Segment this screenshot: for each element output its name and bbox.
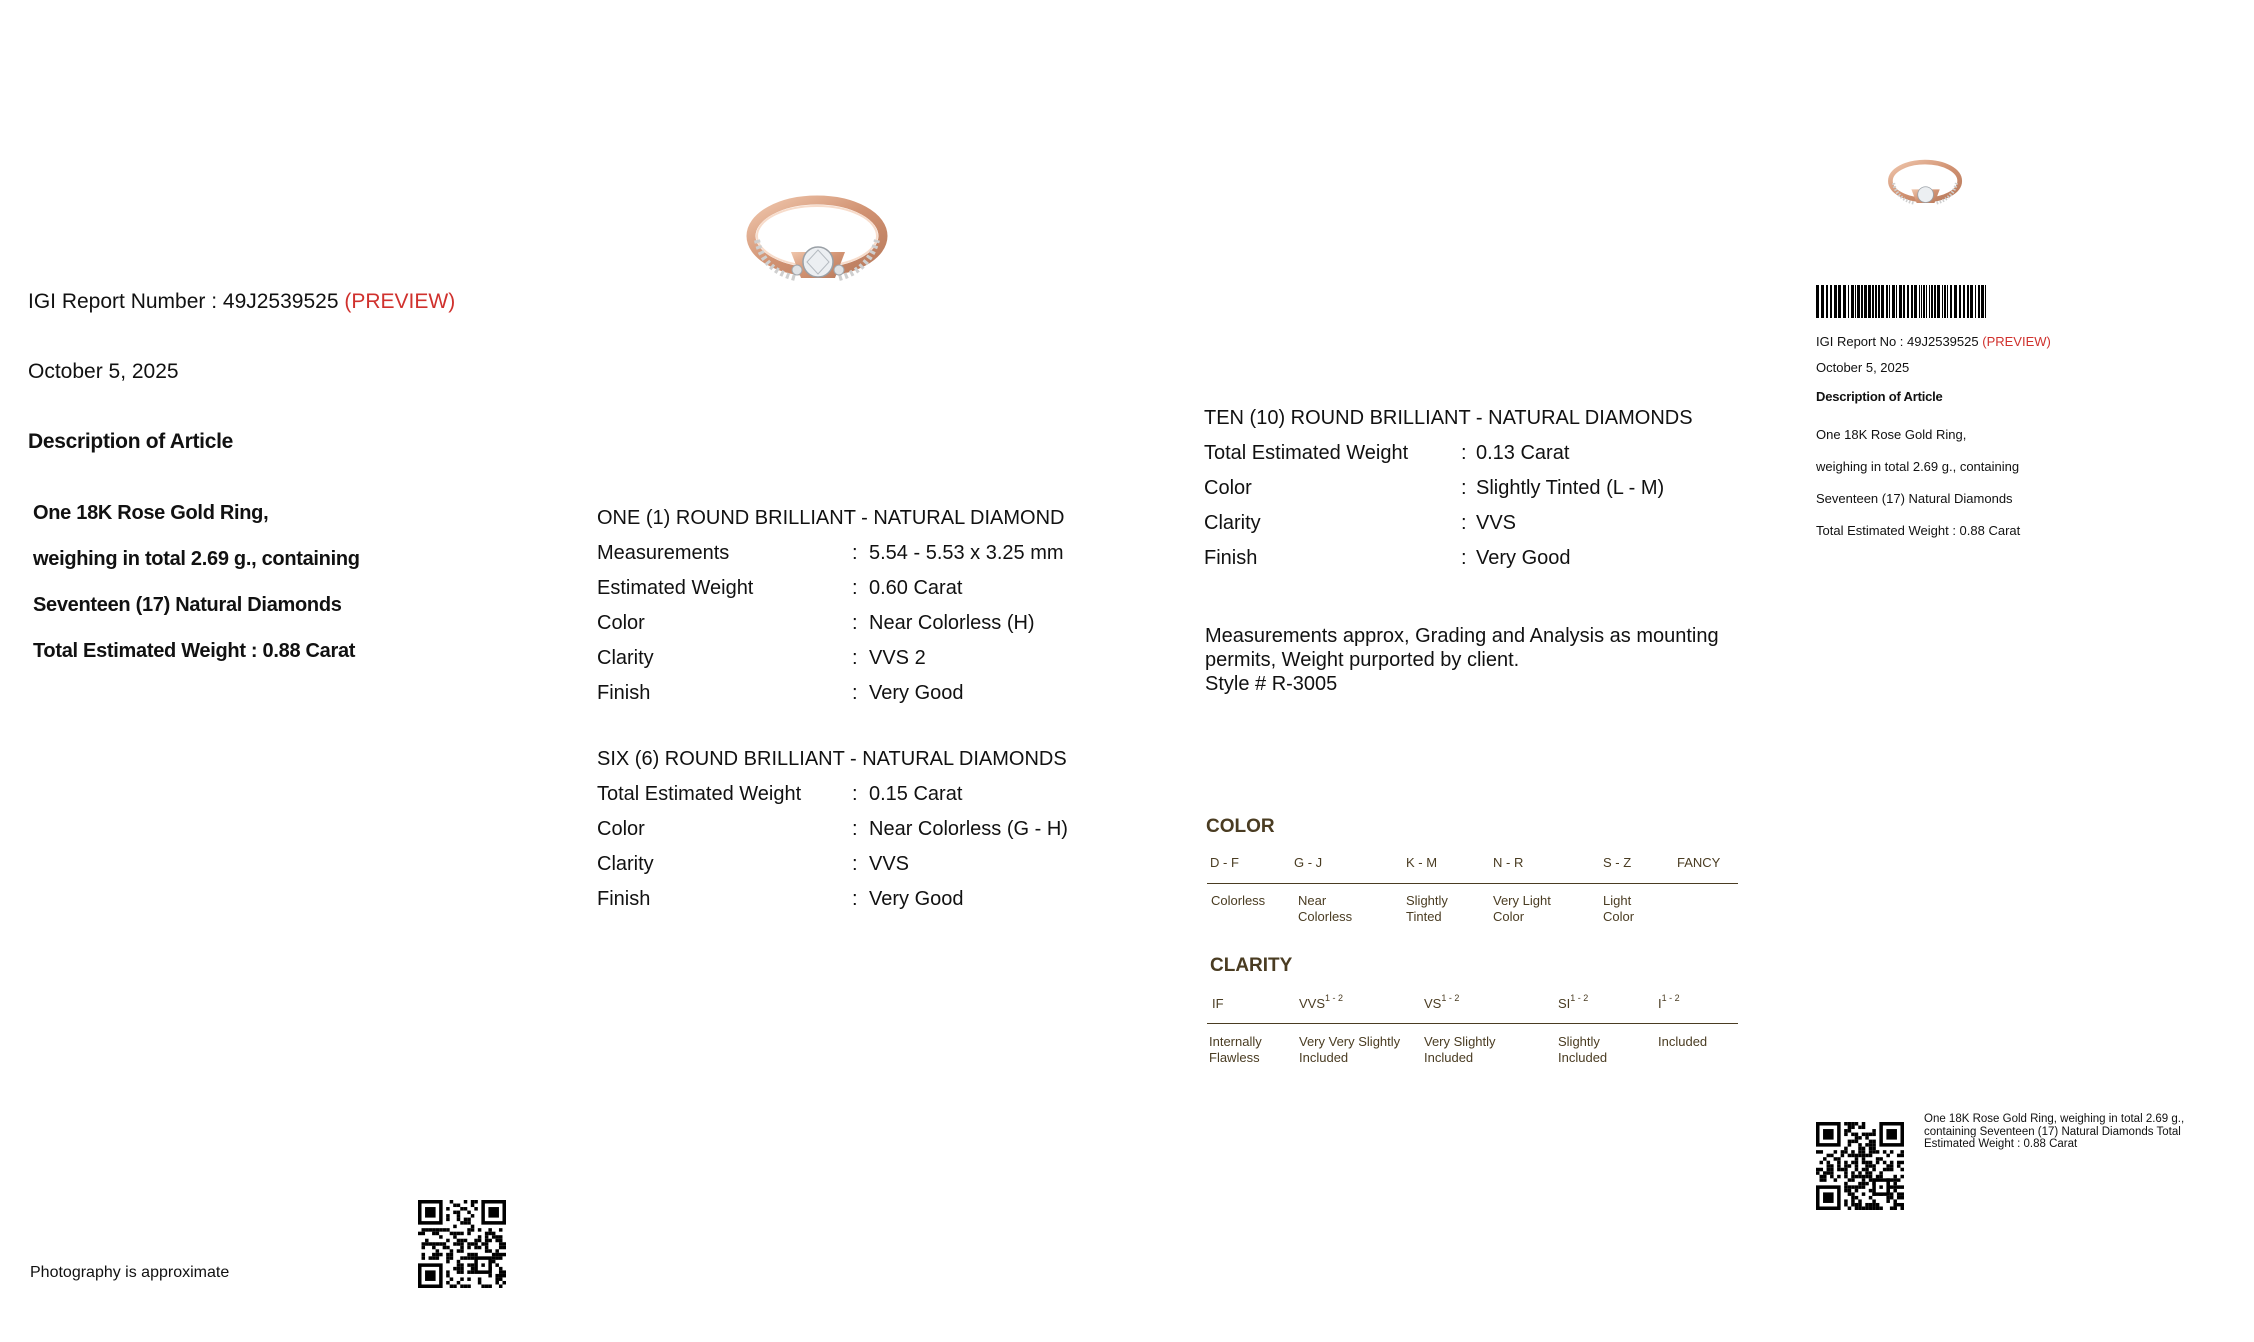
comments (1205, 624, 1745, 696)
barcode-bar (1861, 285, 1863, 318)
spec-row (597, 676, 1117, 711)
spec-colon: : (852, 647, 858, 669)
color-description: Very Light Color (1493, 893, 1551, 924)
description-line: Seventeen (17) Natural Diamonds (1816, 491, 2013, 506)
clarity-grade (1299, 993, 1344, 1011)
barcode-bar (1838, 285, 1841, 318)
report-number-label: IGI Report No : 49J2539525 (1816, 334, 1979, 349)
barcode-bar (1899, 285, 1902, 318)
barcode-bar (1896, 285, 1897, 318)
spec-colon: : (852, 577, 858, 599)
color-grade: FANCY (1677, 855, 1721, 870)
spec-value: 5.54 - 5.53 x 3.25 mm (869, 542, 1064, 564)
spec-label: Color (597, 818, 645, 840)
clarity-grade-base: VVS (1299, 996, 1326, 1011)
spec-label: Finish (597, 888, 651, 910)
spec-row (597, 882, 1117, 917)
barcode-bar (1954, 285, 1957, 318)
spec-colon: : (852, 783, 858, 805)
spec-label: Total Estimated Weight (1204, 442, 1409, 464)
ring-photo (735, 178, 895, 298)
barcode-bar (1978, 285, 1980, 318)
barcode-bar (1929, 285, 1930, 318)
preview-tag: (PREVIEW) (1982, 334, 2051, 349)
spec-row (597, 847, 1117, 882)
report-number-label: IGI Report Number : 49J2539525 (28, 290, 339, 313)
spec-row (1204, 471, 1764, 506)
spec-row (597, 536, 1117, 571)
description-line: Total Estimated Weight : 0.88 Carat (1816, 523, 2021, 538)
barcode-bar (1947, 285, 1948, 318)
spec-colon: : (852, 853, 858, 875)
spec-label: Estimated Weight (597, 577, 754, 599)
barcode-bar (1963, 285, 1965, 318)
barcode-bar (1970, 285, 1973, 318)
barcode-bar (1889, 285, 1890, 318)
clarity-scale-title: CLARITY (1210, 955, 1293, 976)
description-block-small (1816, 419, 2020, 547)
spec-value: Near Colorless (G - H) (869, 818, 1068, 840)
spec-label: Clarity (597, 647, 654, 669)
clarity-grade (1658, 993, 1680, 1011)
spec-colon: : (852, 818, 858, 840)
spec-label: Clarity (1204, 512, 1261, 534)
barcode-bar (1872, 285, 1874, 318)
style-number: Style # R-3005 (1205, 673, 1338, 695)
report-number (28, 290, 455, 314)
clarity-grade-base: I (1658, 996, 1662, 1011)
qr-code[interactable] (418, 1200, 506, 1288)
description-heading-small: Description of Article (1816, 389, 1943, 404)
color-scale-title: COLOR (1206, 816, 1275, 837)
spec-row (597, 571, 1117, 606)
clarity-grade-base: SI (1558, 996, 1571, 1011)
color-scale-divider (1207, 883, 1738, 884)
spec-label: Color (1204, 477, 1252, 499)
barcode-bar (1864, 285, 1867, 318)
barcode (1816, 285, 1992, 318)
color-grade: G - J (1294, 855, 1323, 870)
barcode-bar (1826, 285, 1828, 318)
barcode-bar (1931, 285, 1933, 318)
spec-label: Finish (1204, 547, 1258, 569)
color-grade: S - Z (1603, 855, 1632, 870)
spec-row (597, 777, 1117, 812)
barcode-bar (1857, 285, 1860, 318)
barcode-bar (1816, 285, 1819, 318)
spec-value: Near Colorless (H) (869, 612, 1035, 634)
report-number-small (1816, 334, 2051, 349)
spec-colon: : (1461, 477, 1467, 499)
color-description: Slightly Tinted (1406, 893, 1448, 924)
barcode-bar (1886, 285, 1888, 318)
clarity-grade-sup: 1 - 2 (1661, 993, 1680, 1003)
section-title: SIX (6) ROUND BRILLIANT - NATURAL DIAMONDS (597, 748, 1067, 770)
barcode-bar (1937, 285, 1940, 318)
clarity-grade-base: VS (1424, 996, 1442, 1011)
barcode-bar (1985, 285, 1986, 318)
spec-label: Finish (597, 682, 651, 704)
description-line: weighing in total 2.69 g., containing (1816, 459, 2020, 474)
barcode-bar (1934, 285, 1936, 318)
clarity-grade-sup: 1 - 2 (1325, 993, 1344, 1003)
qr-caption: One 18K Rose Gold Ring, weighing in total 2.69 g., containing Seventeen (17) Natural Diamonds Total Estimated Weight : 0.88 Carat (1924, 1113, 2185, 1150)
color-grade: N - R (1493, 855, 1524, 870)
barcode-bar (1875, 285, 1877, 318)
barcode-bar (1975, 285, 1976, 318)
spec-row (1204, 436, 1764, 471)
six-diamonds-section (597, 741, 1117, 917)
barcode-bar (1907, 285, 1909, 318)
spec-colon: : (852, 888, 858, 910)
spec-value: Slightly Tinted (L - M) (1476, 477, 1665, 499)
spec-colon: : (1461, 547, 1467, 569)
description-line: weighing in total 2.69 g., containing (33, 548, 360, 570)
spec-row (597, 606, 1117, 641)
spec-row (597, 641, 1117, 676)
clarity-grade-sup: 1 - 2 (1441, 993, 1460, 1003)
spec-row (1204, 541, 1764, 576)
barcode-bar (1944, 285, 1946, 318)
spec-value: Very Good (869, 888, 964, 910)
clarity-grade-sup: 1 - 2 (1570, 993, 1589, 1003)
description-heading: Description of Article (28, 430, 233, 453)
description-block (33, 490, 360, 674)
clarity-grade (1212, 996, 1224, 1011)
comments-text: Measurements approx, Grading and Analysis as mounting permits, Weight purported by client. (1205, 625, 1719, 671)
ring-thumbnail (1882, 150, 1966, 214)
spec-value: VVS (1476, 512, 1517, 534)
barcode-bar (1921, 285, 1922, 318)
spec-label: Total Estimated Weight (597, 783, 802, 805)
barcode-bar (1919, 285, 1920, 318)
clarity-grade (1558, 993, 1589, 1011)
spec-label: Clarity (597, 853, 654, 875)
barcode-bar (1855, 285, 1856, 318)
barcode-bar (1967, 285, 1969, 318)
report-date: October 5, 2025 (28, 360, 179, 383)
description-line: Total Estimated Weight : 0.88 Carat (33, 640, 356, 662)
section-title: TEN (10) ROUND BRILLIANT - NATURAL DIAMONDS (1204, 407, 1693, 429)
barcode-bar (1848, 285, 1849, 318)
barcode-bar (1830, 285, 1832, 318)
barcode-bar (1914, 285, 1917, 318)
description-line: One 18K Rose Gold Ring, (33, 502, 269, 524)
clarity-description: Slightly Included (1558, 1034, 1608, 1065)
barcode-bar (1881, 285, 1884, 318)
qr-code-small[interactable] (1816, 1122, 1904, 1210)
spec-colon: : (1461, 512, 1467, 534)
preview-tag: (PREVIEW) (344, 290, 456, 313)
section-title: ONE (1) ROUND BRILLIANT - NATURAL DIAMOND (597, 507, 1065, 529)
barcode-bar (1834, 285, 1837, 318)
photography-note: Photography is approximate (30, 1264, 230, 1281)
clarity-description: Very Very Slightly Included (1299, 1034, 1401, 1065)
barcode-bar (1911, 285, 1913, 318)
spec-label: Color (597, 612, 645, 634)
barcode-bar (1981, 285, 1984, 318)
barcode-bar (1851, 285, 1854, 318)
clarity-scale-divider (1207, 1023, 1738, 1024)
clarity-grade-base: IF (1212, 996, 1224, 1011)
barcode-bar (1892, 285, 1895, 318)
color-grade: K - M (1406, 855, 1438, 870)
color-description: Colorless (1211, 893, 1266, 908)
description-line: Seventeen (17) Natural Diamonds (33, 594, 342, 616)
spec-value: Very Good (1476, 547, 1571, 569)
color-grade: D - F (1210, 855, 1239, 870)
spec-value: VVS 2 (869, 647, 926, 669)
spec-row (1204, 506, 1764, 541)
color-description: Near Colorless (1298, 893, 1353, 924)
barcode-bar (1942, 285, 1943, 318)
color-description: Light Color (1603, 893, 1635, 924)
barcode-bar (1903, 285, 1905, 318)
spec-value: 0.13 Carat (1476, 442, 1570, 464)
barcode-bar (1868, 285, 1871, 318)
barcode-bar (1821, 285, 1824, 318)
spec-value: 0.15 Carat (869, 783, 963, 805)
spec-value: VVS (869, 853, 910, 875)
clarity-description: Very Slightly Included (1424, 1034, 1496, 1065)
barcode-bar (1959, 285, 1961, 318)
description-line: One 18K Rose Gold Ring, (1816, 427, 1967, 442)
spec-row (597, 812, 1117, 847)
spec-colon: : (852, 542, 858, 564)
spec-colon: : (1461, 442, 1467, 464)
clarity-description: Included (1658, 1034, 1708, 1049)
barcode-bar (1950, 285, 1952, 318)
barcode-bar (1926, 285, 1927, 318)
barcode-bar (1843, 285, 1846, 318)
spec-colon: : (852, 682, 858, 704)
barcode-bar (1878, 285, 1880, 318)
report-date-small: October 5, 2025 (1816, 360, 1910, 375)
spec-label: Measurements (597, 542, 730, 564)
clarity-description: Internally Flawless (1209, 1034, 1262, 1065)
spec-value: 0.60 Carat (869, 577, 963, 599)
clarity-grade (1424, 993, 1460, 1011)
spec-colon: : (852, 612, 858, 634)
barcode-bar (1923, 285, 1925, 318)
ten-diamonds-section (1204, 400, 1764, 576)
spec-value: Very Good (869, 682, 964, 704)
center-diamond-section (597, 500, 1117, 711)
